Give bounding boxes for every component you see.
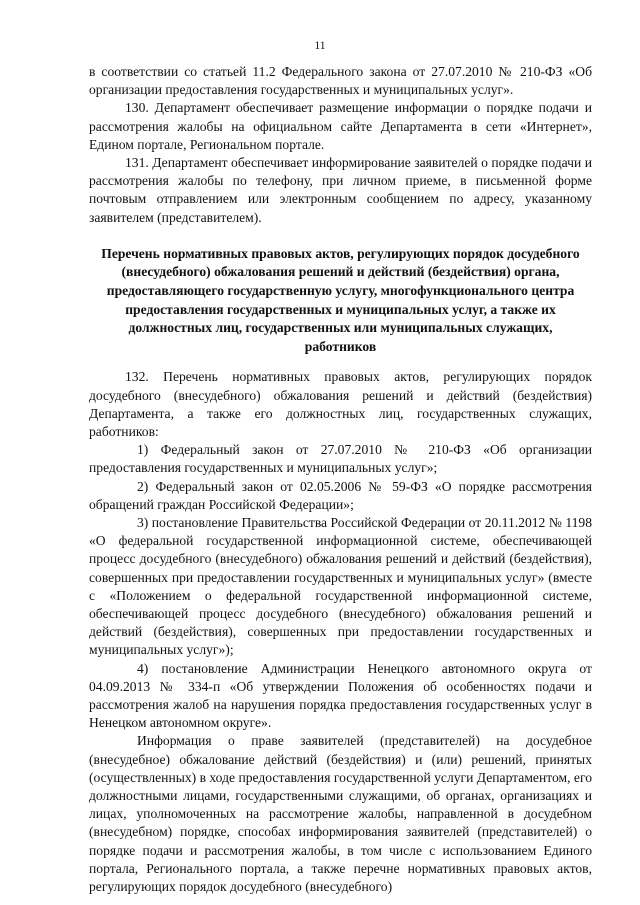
section-heading: Перечень нормативных правовых актов, регулирующих порядок досудебного (внесудебного) обжалования решений и действий (бездействия) органа, предоставляющего государственную услугу, многофункционального центра предоставления государственных и муниципальных услуг, а также их должностных лиц, государственных или муниципальных служащих, работников [101, 245, 580, 354]
document-body [89, 63, 592, 896]
paragraph-130: 130. Департамент обеспечивает размещение информации о порядке подачи и рассмотрения жалобы на официальном сайте Департамента в сети «Интернет», Едином портале, Региональном портале. [89, 100, 592, 152]
paragraph-continuation: в соответствии со статьей 11.2 Федерального закона от 27.07.2010 № 210-ФЗ «Об организации предоставления государственных и муниципальных услуг». [89, 64, 592, 98]
paragraph-132: 132. Перечень нормативных правовых актов, регулирующих порядок досудебного (внесудебного) обжалования решений и действий (бездействия) Департамента, а также его должностных лиц, государственных служащих, работников: [89, 369, 592, 439]
list-item-3: 3) постановление Правительства Российской Федерации от 20.11.2012 № 1198 «О федеральной государственной информационной системе, обеспечивающей процесс досудебного (внесудебного) обжалования решений и действий (бездействия), совершенных при предоставлении государственных и муниципальных услуг» (вместе с «Положением о федеральной государственной информационной системе, обеспечивающей процесс досудебного (внесудебного) обжалования решений и действий (бездействия), совершенных при предоставлении государственных и муниципальных услуг»); [89, 515, 592, 658]
paragraph-131: 131. Департамент обеспечивает информирование заявителей о порядке подачи и рассмотрения жалобы по телефону, при личном приеме, в письменной форме почтовым отправлением или электронным сообщением по адресу, указанному заявителем (представителем). [89, 155, 592, 225]
list-item-4: 4) постановление Администрации Ненецкого автономного округа от 04.09.2013 № 334-п «Об утверждении Положения об особенностях подачи и рассмотрения жалоб на нарушения порядка предоставления государственных услуг в Ненецком автономном округе». [89, 660, 592, 731]
info-paragraph: Информация о праве заявителей (представителей) на досудебное (внесудебное) обжалование действий (бездействия) и (или) решений, принятых (осуществленных) в ходе предоставления государственной услуги Департаментом, его должностными лицами, государственными служащими, об органах, организациях и лицах, уполномоченных на рассмотрение жалобы, направленной в досудебном (внесудебном) порядке, способах информирования заявителей (представителей) о порядке подачи и рассмотрения жалобы, в том числе с использованием Единого портала, Регионального портала, а также перечне нормативных правовых актов, регулирующих порядок досудебного (внесудебного) [89, 733, 593, 895]
page-number: 11 [314, 40, 326, 52]
list-item-1: 1) Федеральный закон от 27.07.2010 № 210-ФЗ «Об организации предоставления государственных и муниципальных услуг»; [89, 442, 592, 476]
list-item-2: 2) Федеральный закон от 02.05.2006 № 59-ФЗ «О порядке рассмотрения обращений граждан Российской Федерации»; [89, 478, 592, 512]
